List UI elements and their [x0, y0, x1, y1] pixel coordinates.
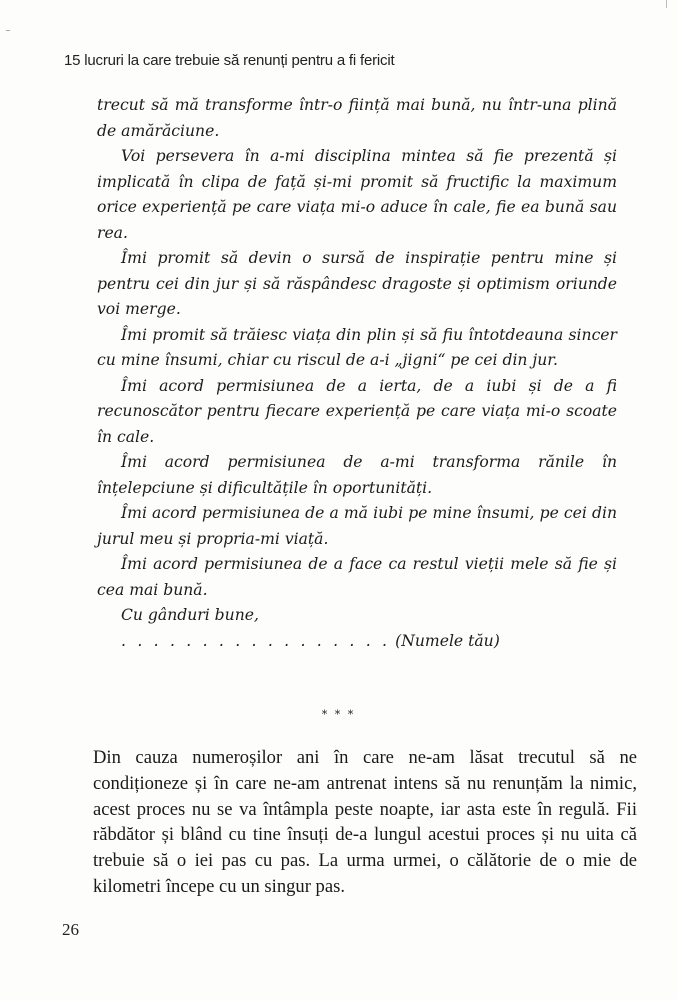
letter-paragraph: Voi persevera în a-mi disciplina mintea să fie prezentă și implicată în clipa de față și-mi promit să fructific la maximum orice experiență pe care viața mi-o aduce în cale, fie ea bună sau rea.: [97, 147, 617, 242]
signature-dots: . . . . . . . . . . . . . . . . .: [121, 631, 391, 650]
signature-line: [97, 629, 617, 655]
letter-paragraph: Îmi acord permisiunea de a face ca restul vieții mele să fie și cea mai bună.: [97, 555, 617, 599]
page-number: 26: [62, 920, 79, 939]
signature-name: (Numele tău): [395, 631, 500, 650]
letter-paragraph: Îmi promit să trăiesc viața din plin și să fiu întotdeauna sincer cu mine însumi, chiar cu riscul de a-i „jigni“ pe cei din jur.: [97, 325, 617, 369]
letter-closing: Cu gânduri bune,: [121, 606, 259, 624]
letter-paragraph: Îmi promit să devin o sursă de inspirație pentru mine și pentru cei din jur și să răspândesc dragoste și optimism oriunde voi merge.: [97, 249, 617, 318]
letter-paragraph: Îmi acord permisiunea de a mă iubi pe mine însumi, pe cei din jurul meu și propria-mi viață.: [97, 504, 617, 548]
crop-mark: [666, 0, 667, 8]
body-paragraph: Din cauza numeroșilor ani în care ne-am lăsat trecutul să ne condiționeze și în care ne-am antrenat intens să nu renunțăm la nimic, acest proces nu se va întâmpla peste noapte, iar asta este în regulă. Fii răbdător și blând cu tine însuți de-a lungul acestui proces și nu uita că trebuie să o iei pas cu pas. La urma urmei, o călătorie de o mie de kilometri începe cu un singur pas.: [93, 747, 637, 897]
scan-edge-mark: [6, 30, 10, 31]
letter-block: [97, 93, 617, 654]
letter-paragraph: Îmi acord permisiunea de a ierta, de a iubi și de a fi recunoscător pentru fiecare experiență pe care viața mi-o scoate în cale.: [97, 376, 617, 446]
letter-paragraph: trecut să mă transforme într-o ființă mai bună, nu într-una plină de amărăciune.: [97, 96, 617, 140]
running-header: 15 lucruri la care trebuie să renunți pentru a fi fericit: [64, 52, 395, 69]
letter-paragraph: Îmi acord permisiunea de a-mi transforma rănile în înțelepciune și dificultățile în oportunități.: [97, 453, 617, 497]
section-separator: * * *: [321, 708, 356, 721]
